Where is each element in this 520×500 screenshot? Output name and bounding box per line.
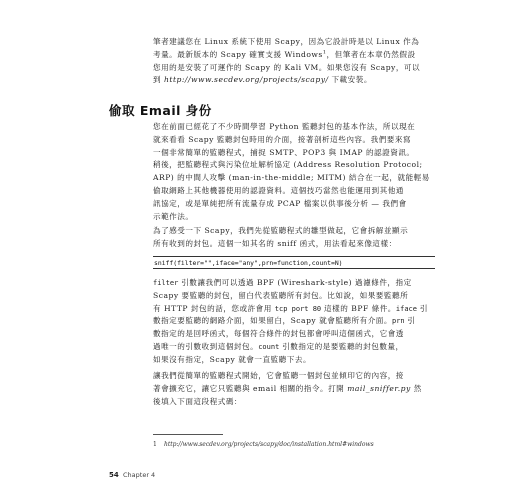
para-text: 然 bbox=[410, 383, 422, 393]
intro-text: 到 bbox=[153, 75, 165, 85]
code-snippet: sniff(filter="",iface="any",prn=function,count=N) bbox=[153, 256, 435, 269]
para-text: 引數讓我們可以透過 BPF (Wireshark-style) 過濾條件，指定 bbox=[178, 278, 412, 287]
footnote-ref: 1 bbox=[322, 49, 327, 56]
footnote-number: 1 bbox=[153, 441, 157, 448]
intro-line: 筆者建議您在 Linux 系統下使用 Scapy，因為它設計時是以 Linux 作為 bbox=[153, 37, 420, 46]
page-number: 54 bbox=[109, 471, 119, 479]
intro-line: 您用的是安裝了可運作的 Scapy 的 Kali VM。如果您沒有 Scapy，可以 bbox=[153, 62, 421, 72]
para-text: 數指定要監聽的網路介面，如果留白，Scapy 就會監聽所有介面。 bbox=[153, 316, 392, 326]
paragraph-sniff-function bbox=[153, 225, 435, 251]
para-text: 著會擴充它，讓它只監聽與 email 相關的指令。打開 bbox=[153, 383, 348, 393]
para-line: 訊協定，或是單純把所有流量存成 PCAP 檔案以供事後分析 — 我們會 bbox=[153, 198, 407, 208]
para-text: 引 bbox=[416, 303, 428, 313]
paragraph-sniffing-intro bbox=[153, 121, 435, 223]
code-iface: iface bbox=[395, 304, 417, 313]
para-line: 數指定的是回呼函式，每個符合條件的封包都會呼叫這個函式，它會透 bbox=[153, 329, 404, 339]
para-line bbox=[153, 341, 435, 354]
para-line: 為了感受一下 Scapy，我們先從監聽程式的雛型做起，它會拆解並顯示 bbox=[153, 226, 409, 235]
para-line: 偷取網路上其他機器使用的認證資料。這個技巧當然也能運用到其他通 bbox=[153, 185, 404, 195]
para-line: 稍後，把監聽程式與污染位址解析協定 (Address Resolution Protocol; bbox=[153, 160, 423, 170]
para-text: 引數指定的是要監聽的封包數量， bbox=[279, 341, 404, 351]
code-count: count bbox=[258, 342, 280, 351]
para-line: 如果沒有指定，Scapy 就會一直監聽下去。 bbox=[153, 354, 312, 364]
para-line: 所有收到的封包。這個一如其名的 sniff 函式，用法看起來像這樣： bbox=[153, 238, 397, 248]
para-line: 示範作法。 bbox=[153, 211, 194, 221]
footnote-url-link[interactable]: http://www.secdev.org/projects/scapy/doc/installation.html#windows bbox=[164, 441, 374, 448]
para-line bbox=[153, 303, 435, 316]
para-line: 讓我們從簡單的監聽程式開始，它會監聽一個封包並傾印它的內容，接 bbox=[153, 371, 404, 380]
footnote bbox=[153, 441, 374, 449]
para-line: 就來看看 Scapy 監聽封包時用的介面，接著剖析這些內容。我們要來寫 bbox=[153, 134, 412, 144]
intro-text: 考量。最新版本的 Scapy 確實支援 Windows bbox=[153, 49, 323, 59]
code-filter: filter bbox=[153, 279, 179, 287]
para-line: 後填入下面這段程式碼： bbox=[153, 396, 243, 406]
para-text: 有 HTTP 封包的話，您或許會用 bbox=[153, 303, 275, 313]
filename-mail-sniffer: mail_sniffer.py bbox=[347, 383, 411, 393]
code-prn: prn bbox=[391, 317, 405, 326]
code-tcp-port: tcp port 80 bbox=[274, 304, 322, 313]
chapter-label: Chapter 4 bbox=[123, 471, 156, 479]
footnote-divider bbox=[153, 434, 223, 435]
para-line bbox=[153, 315, 435, 328]
para-line bbox=[153, 383, 435, 396]
para-line: ARP) 的中間人攻擊 (man-in-the-middle; MITM) 結合在一起，就能輕易 bbox=[153, 173, 430, 183]
section-heading: 偷取 Email 身份 bbox=[109, 103, 212, 118]
intro-paragraph bbox=[153, 36, 435, 87]
scapy-url-link[interactable]: http://www.secdev.org/projects/scapy/ bbox=[164, 75, 329, 85]
para-text: 過唯一的引數收到這個封包。 bbox=[153, 341, 259, 351]
para-line: 您在前面已經花了不少時間學習 Python 監聽封包的基本作法，所以現在 bbox=[153, 122, 416, 131]
intro-text: 下載安裝。 bbox=[328, 75, 372, 85]
para-text: 這樣的 BPF 條件。 bbox=[321, 303, 396, 313]
intro-text: ，但筆者在本章仍然假設 bbox=[326, 49, 416, 59]
para-line: Scapy 要監聽的封包，留白代表監聽所有封包。比如說，如果要監聽所 bbox=[153, 290, 409, 300]
para-line bbox=[153, 277, 435, 290]
intro-line bbox=[153, 49, 435, 62]
paragraph-arguments bbox=[153, 277, 435, 367]
para-line: 一個非常簡單的監聽程式，捕捉 SMTP、POP3 與 IMAP 的認證資訊。 bbox=[153, 147, 415, 157]
paragraph-mail-sniffer bbox=[153, 370, 435, 408]
intro-line bbox=[153, 74, 435, 87]
para-text: 引 bbox=[404, 316, 416, 326]
